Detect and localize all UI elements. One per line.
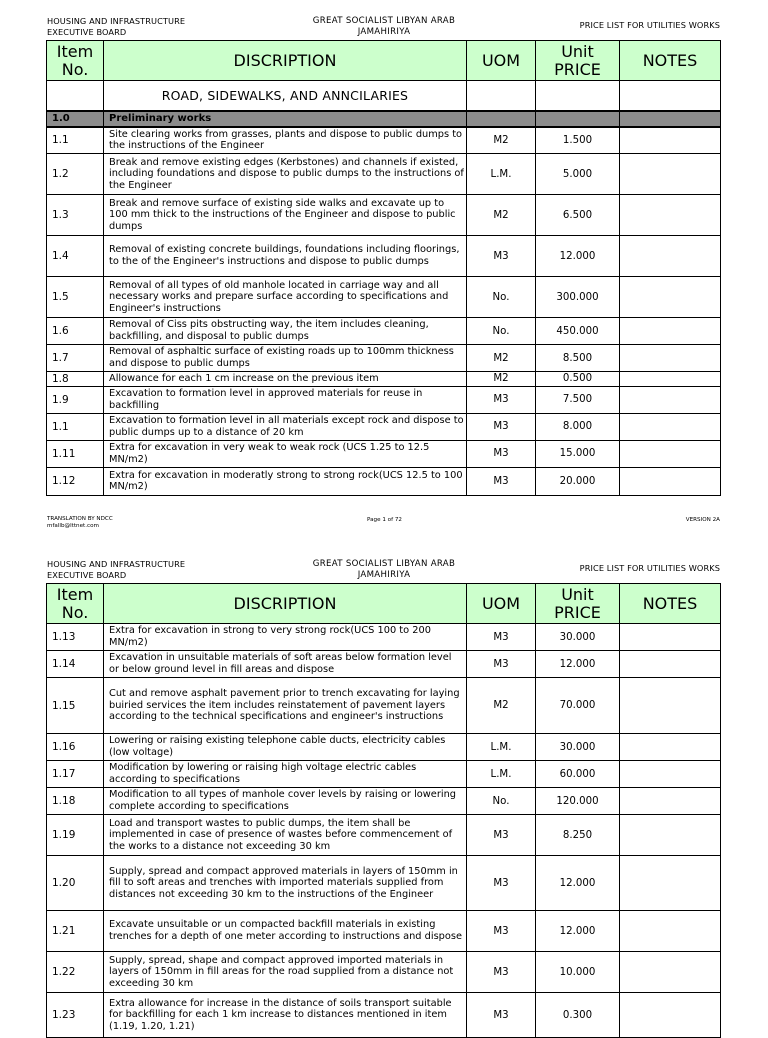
translator-label: TRANSLATION BY NDCC bbox=[47, 516, 113, 522]
item-notes bbox=[620, 236, 721, 277]
column-header-notes: NOTES bbox=[620, 41, 721, 81]
country-label: GREAT SOCIALIST LIBYAN ARAB JAMAHIRIYA bbox=[312, 16, 456, 37]
table-row bbox=[47, 386, 721, 413]
document-page-2 bbox=[0, 543, 768, 1032]
item-description: Removal of all types of old manhole located in carriage way and all necessary works and prepare surface according to specifications and Engineer's instructions bbox=[104, 277, 467, 318]
column-header-notes: NOTES bbox=[620, 584, 721, 624]
item-description: Extra for excavation in strong to very strong rock(UCS 100 to 200 MN/m2) bbox=[104, 624, 467, 651]
document-title: PRICE LIST FOR UTILITIES WORKS bbox=[579, 563, 720, 573]
table-row bbox=[47, 651, 721, 678]
item-notes bbox=[620, 127, 721, 154]
item-notes bbox=[620, 993, 721, 1038]
item-uom: M3 bbox=[467, 440, 536, 467]
item-notes bbox=[620, 678, 721, 734]
item-uom: M3 bbox=[467, 815, 536, 856]
item-notes bbox=[620, 318, 721, 345]
item-uom: M3 bbox=[467, 911, 536, 952]
item-uom: M3 bbox=[467, 624, 536, 651]
item-description: Site clearing works from grasses, plants and dispose to public dumps to the instructions of the Engineer bbox=[104, 127, 467, 154]
table-row bbox=[47, 195, 721, 236]
item-number: 1.17 bbox=[47, 761, 104, 788]
item-description: Extra for excavation in very weak to weak rock (UCS 1.25 to 12.5 MN/m2) bbox=[104, 440, 467, 467]
table-row bbox=[47, 372, 721, 387]
item-notes bbox=[620, 815, 721, 856]
item-number: 1.8 bbox=[47, 372, 104, 387]
page-header bbox=[47, 16, 720, 38]
item-unit-price: 10.000 bbox=[536, 952, 620, 993]
item-number: 1.7 bbox=[47, 345, 104, 372]
item-description: Removal of Ciss pits obstructing way, the item includes cleaning, backfilling, and disposal to public dumps bbox=[104, 318, 467, 345]
item-notes bbox=[620, 277, 721, 318]
item-uom: M2 bbox=[467, 195, 536, 236]
item-unit-price: 20.000 bbox=[536, 467, 620, 495]
item-notes bbox=[620, 911, 721, 952]
item-number: 1.14 bbox=[47, 651, 104, 678]
item-description: Supply, spread, shape and compact approved imported materials in layers of 150mm in fill areas for the road supplied from a distance not exceeding 30 km bbox=[104, 952, 467, 993]
item-description: Break and remove existing edges (Kerbstones) and channels if existed, including foundations and dispose to public dumps to the instructions of the Engineer bbox=[104, 154, 467, 195]
item-number: 1.20 bbox=[47, 856, 104, 911]
item-unit-price: 6.500 bbox=[536, 195, 620, 236]
item-uom: M2 bbox=[467, 345, 536, 372]
item-description: Excavation to formation level in all materials except rock and dispose to public dumps up to a distance of 20 km bbox=[104, 413, 467, 440]
country-label: GREAT SOCIALIST LIBYAN ARAB JAMAHIRIYA bbox=[312, 559, 456, 580]
item-notes bbox=[620, 624, 721, 651]
item-number: 1.21 bbox=[47, 911, 104, 952]
item-unit-price: 12.000 bbox=[536, 911, 620, 952]
item-unit-price: 8.000 bbox=[536, 413, 620, 440]
item-number: 1.22 bbox=[47, 952, 104, 993]
item-number: 1.6 bbox=[47, 318, 104, 345]
column-header-uom: UOM bbox=[467, 41, 536, 81]
item-description: Cut and remove asphalt pavement prior to trench excavating for laying buiried services the item includes reinstatement of pavement layers according to the technical specifications and engineer's instructions bbox=[104, 678, 467, 734]
column-header-description: DISCRIPTION bbox=[104, 584, 467, 624]
item-uom: M3 bbox=[467, 993, 536, 1038]
item-number: 1.13 bbox=[47, 624, 104, 651]
item-uom: No. bbox=[467, 318, 536, 345]
item-number: 1.19 bbox=[47, 815, 104, 856]
item-notes bbox=[620, 952, 721, 993]
document-title: PRICE LIST FOR UTILITIES WORKS bbox=[579, 20, 720, 30]
item-description: Excavation in unsuitable materials of soft areas below formation level or below ground level in fill areas and dispose bbox=[104, 651, 467, 678]
item-number: 1.4 bbox=[47, 236, 104, 277]
price-table bbox=[46, 40, 721, 496]
item-notes bbox=[620, 856, 721, 911]
item-unit-price: 5.000 bbox=[536, 154, 620, 195]
translator-email: mfallb@lttnet.com bbox=[47, 523, 99, 529]
item-number: 1.12 bbox=[47, 467, 104, 495]
item-description: Modification to all types of manhole cover levels by raising or lowering complete according to specifications bbox=[104, 788, 467, 815]
item-uom: M2 bbox=[467, 127, 536, 154]
item-uom: M2 bbox=[467, 678, 536, 734]
item-notes bbox=[620, 467, 721, 495]
item-unit-price: 60.000 bbox=[536, 761, 620, 788]
column-header-uom: UOM bbox=[467, 584, 536, 624]
table-header-row bbox=[47, 41, 721, 81]
item-uom: M3 bbox=[467, 236, 536, 277]
item-notes bbox=[620, 440, 721, 467]
item-unit-price: 8.250 bbox=[536, 815, 620, 856]
item-notes bbox=[620, 372, 721, 387]
item-uom: M3 bbox=[467, 651, 536, 678]
item-unit-price: 120.000 bbox=[536, 788, 620, 815]
item-unit-price: 450.000 bbox=[536, 318, 620, 345]
section-row bbox=[47, 81, 721, 111]
item-description: Allowance for each 1 cm increase on the previous item bbox=[104, 372, 467, 387]
item-uom: M3 bbox=[467, 413, 536, 440]
item-unit-price: 7.500 bbox=[536, 386, 620, 413]
item-uom: L.M. bbox=[467, 761, 536, 788]
page-number: Page 1 of 72 bbox=[367, 517, 402, 523]
column-header-item: Item No. bbox=[47, 41, 104, 81]
item-description: Break and remove surface of existing side walks and excavate up to 100 mm thick to the instructions of the Engineer and dispose to public dumps bbox=[104, 195, 467, 236]
table-row bbox=[47, 345, 721, 372]
table-row bbox=[47, 911, 721, 952]
item-notes bbox=[620, 651, 721, 678]
item-unit-price: 0.300 bbox=[536, 993, 620, 1038]
item-uom: L.M. bbox=[467, 154, 536, 195]
column-header-price: Unit PRICE bbox=[536, 41, 620, 81]
item-uom: M3 bbox=[467, 467, 536, 495]
item-number: 1.1 bbox=[47, 127, 104, 154]
item-uom: M2 bbox=[467, 372, 536, 387]
item-unit-price: 12.000 bbox=[536, 856, 620, 911]
table-header-row bbox=[47, 584, 721, 624]
item-unit-price: 12.000 bbox=[536, 651, 620, 678]
item-notes bbox=[620, 195, 721, 236]
item-notes bbox=[620, 345, 721, 372]
item-description: Extra for excavation in moderatly strong to strong rock(UCS 12.5 to 100 MN/m2) bbox=[104, 467, 467, 495]
item-number: 1.9 bbox=[47, 386, 104, 413]
item-unit-price: 0.500 bbox=[536, 372, 620, 387]
item-description: Lowering or raising existing telephone cable ducts, electricity cables (low voltage) bbox=[104, 734, 467, 761]
item-unit-price: 1.500 bbox=[536, 127, 620, 154]
item-uom: M3 bbox=[467, 952, 536, 993]
item-number: 1.5 bbox=[47, 277, 104, 318]
column-header-item: Item No. bbox=[47, 584, 104, 624]
item-unit-price: 300.000 bbox=[536, 277, 620, 318]
table-row bbox=[47, 678, 721, 734]
issuer-label: HOUSING AND INFRASTRUCTURE EXECUTIVE BOARD bbox=[47, 16, 186, 37]
table-row bbox=[47, 624, 721, 651]
price-table bbox=[46, 583, 721, 1038]
table-row bbox=[47, 734, 721, 761]
version-label: VERSION 2A bbox=[685, 517, 720, 523]
group-number: 1.0 bbox=[47, 111, 104, 127]
table-row bbox=[47, 440, 721, 467]
column-header-price: Unit PRICE bbox=[536, 584, 620, 624]
table-row bbox=[47, 856, 721, 911]
item-description: Extra allowance for increase in the distance of soils transport suitable for backfilling for each 1 km increase to distances mentioned in item (1.19, 1.20, 1.21) bbox=[104, 993, 467, 1038]
item-uom: M3 bbox=[467, 386, 536, 413]
table-row bbox=[47, 127, 721, 154]
item-description: Removal of existing concrete buildings, foundations including floorings, to the of the Engineer's instructions and dispose to public dumps bbox=[104, 236, 467, 277]
item-uom: No. bbox=[467, 277, 536, 318]
section-title: ROAD, SIDEWALKS, AND ANNCILARIES bbox=[104, 81, 467, 111]
item-notes bbox=[620, 734, 721, 761]
item-number: 1.15 bbox=[47, 678, 104, 734]
item-notes bbox=[620, 413, 721, 440]
table-row bbox=[47, 761, 721, 788]
item-description: Excavation to formation level in approved materials for reuse in backfilling bbox=[104, 386, 467, 413]
item-description: Modification by lowering or raising high voltage electric cables according to specifications bbox=[104, 761, 467, 788]
item-unit-price: 12.000 bbox=[536, 236, 620, 277]
item-number: 1.23 bbox=[47, 993, 104, 1038]
item-description: Removal of asphaltic surface of existing roads up to 100mm thickness and dispose to public dumps bbox=[104, 345, 467, 372]
item-number: 1.18 bbox=[47, 788, 104, 815]
table-row bbox=[47, 318, 721, 345]
item-notes bbox=[620, 386, 721, 413]
item-number: 1.2 bbox=[47, 154, 104, 195]
item-unit-price: 15.000 bbox=[536, 440, 620, 467]
item-description: Load and transport wastes to public dumps, the item shall be implemented in case of presence of wastes before commencement of the works to a distance not exceeding 30 km bbox=[104, 815, 467, 856]
item-unit-price: 70.000 bbox=[536, 678, 620, 734]
item-description: Excavate unsuitable or un compacted backfill materials in existing trenches for a depth of one meter according to instructions and dispose bbox=[104, 911, 467, 952]
item-unit-price: 8.500 bbox=[536, 345, 620, 372]
item-number: 1.1 bbox=[47, 413, 104, 440]
column-header-description: DISCRIPTION bbox=[104, 41, 467, 81]
item-notes bbox=[620, 154, 721, 195]
table-row bbox=[47, 154, 721, 195]
table-row bbox=[47, 952, 721, 993]
group-title: Preliminary works bbox=[104, 111, 467, 127]
table-row bbox=[47, 815, 721, 856]
item-number: 1.16 bbox=[47, 734, 104, 761]
table-row bbox=[47, 277, 721, 318]
item-unit-price: 30.000 bbox=[536, 734, 620, 761]
item-uom: L.M. bbox=[467, 734, 536, 761]
table-row bbox=[47, 788, 721, 815]
item-number: 1.11 bbox=[47, 440, 104, 467]
item-notes bbox=[620, 761, 721, 788]
item-notes bbox=[620, 788, 721, 815]
table-row bbox=[47, 467, 721, 495]
table-row bbox=[47, 413, 721, 440]
item-number: 1.3 bbox=[47, 195, 104, 236]
table-row bbox=[47, 236, 721, 277]
table-row bbox=[47, 993, 721, 1038]
item-description: Supply, spread and compact approved materials in layers of 150mm in fill to soft areas and trenches with imported materials supplied from distances not exceeding 30 km to the instructions of the Engineer bbox=[104, 856, 467, 911]
item-uom: M3 bbox=[467, 856, 536, 911]
group-row bbox=[47, 111, 721, 127]
item-unit-price: 30.000 bbox=[536, 624, 620, 651]
page-header bbox=[47, 559, 720, 581]
issuer-label: HOUSING AND INFRASTRUCTURE EXECUTIVE BOARD bbox=[47, 559, 186, 580]
item-uom: No. bbox=[467, 788, 536, 815]
